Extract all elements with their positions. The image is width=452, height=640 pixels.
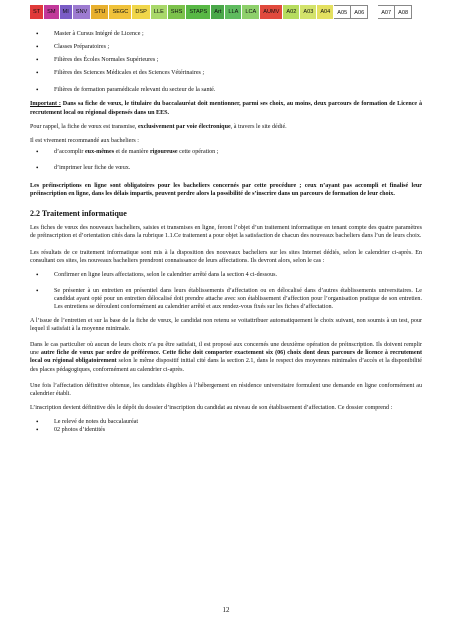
category-tab-a03[interactable]: A03	[300, 5, 317, 19]
paragraph: Les fiches de vœux des nouveaux bacheliers, saisies et transmises en ligne, feront l’objet d’un traitement informatique en tenant compte des quatre paramètres de préinscription et d’orientation cités dans la rubrique 1.1.Ce traitement a pour objet la satisfaction de chacun des nouveaux bacheliers dans l’un de leurs choix.	[30, 225, 422, 240]
list-item: • Master à Cursus Intégré de Licence ;	[30, 30, 422, 38]
section-title: 2.2 Traitement informatique	[30, 209, 127, 219]
category-tab-aumv[interactable]: AUMV	[260, 5, 283, 19]
important-text: Dans sa fiche de vœux, le titulaire du baccalauréat doit mentionner, parmi ses choix, au moins, deux parcours de formation de Licence à recrutement local ou régional dispensés dans un EES.	[30, 101, 422, 116]
document-page	[30, 30, 422, 440]
category-tab-a04[interactable]: A04	[317, 5, 334, 19]
category-tab-a08[interactable]: A08	[395, 5, 412, 19]
category-tab-bar	[30, 5, 412, 19]
paragraph: Dans le cas particulier où aucun de leurs choix n’a pu être satisfait, il est proposé aux concernés une deuxième opération de préinscription. Ils doivent remplir une autre fiche de vœux par ordre de préférence. Cette fiche doit comporter exactement six (06) choix dont deux parcours de licence à recrutement local ou régional obligatoirement selon le même dispositif initial cité dans la section 2.1, dans le respect des moyennes minimales d’accès et la disponibilité des places pédagogiques, conformément au calendrier ci-après.	[30, 342, 422, 373]
category-tab-a02[interactable]: A02	[283, 5, 300, 19]
rappel-text: Pour rappel, la fiche de vœux est transmise,	[30, 123, 138, 130]
paragraph: Une fois l’affectation définitive obtenue, les candidats éligibles à l’hébergement en résidence universitaire formulent une demande en ligne conformément au calendrier établi.	[30, 382, 422, 397]
list-item: • Classes Préparatoires ;	[30, 43, 422, 51]
list-item: • d’imprimer leur fiche de vœux.	[30, 164, 422, 172]
category-tab-sm[interactable]: SM	[44, 5, 59, 19]
category-tab-snv[interactable]: SNV	[73, 5, 92, 19]
category-tab-art[interactable]: Art	[211, 5, 225, 19]
category-tab-a06[interactable]: A06	[351, 5, 368, 19]
list-item: • Filières des Écoles Normales Supérieures ;	[30, 56, 422, 64]
actions-list	[30, 271, 422, 311]
category-tab-lla[interactable]: LLA	[225, 5, 242, 19]
paragraph: L’inscription devient définitive dès le dépôt du dossier d’inscription du candidat au niveau de son établissement d’affectation. Ce dossier comprend :	[30, 404, 393, 411]
formation-list	[30, 30, 422, 94]
category-tab-mi[interactable]: MI	[60, 5, 73, 19]
list-item: • Le relevé de notes du baccalauréat	[30, 418, 422, 426]
list-item: • d’accomplir eux-mêmes et de manière rigoureuse cette opération ;	[30, 148, 422, 156]
category-tab-lle[interactable]: LLE	[151, 5, 168, 19]
paragraph: Les résultats de ce traitement informatique sont mis à la disposition des nouveaux bacheliers sur les sites Internet dédiés, selon le calendrier ci-après. En consultant ces sites, les nouveaux bacheliers prendront connaissance de leurs affectations. Ils devront alors, selon le cas :	[30, 249, 422, 264]
recommande-paragraph: Il est vivement recommandé aux bacheliers :	[30, 137, 139, 144]
list-item: • Filières des Sciences Médicales et des Sciences Vétérinaires ;	[30, 69, 422, 77]
important-paragraph	[30, 100, 422, 116]
rappel-bold: exclusivement par voie électronique	[137, 123, 231, 130]
paragraph: A l’issue de l’entretien et sur la base de la fiche de vœux, le candidat non retenu se voitattribuer automatiquement le choix suivant, non soumis à un test, pour lequel il satisfait à la moyenne minimale.	[30, 318, 422, 333]
category-tab-staps[interactable]: STAPS	[186, 5, 211, 19]
list-item: • Confirmer en ligne leurs affectations, selon le calendrier arrêté dans la section 4 ci-dessous.	[30, 271, 422, 279]
preinscriptions-paragraph: Les préinscriptions en ligne sont obligatoires pour les bacheliers concernés par cette procédure ; ceux n’ayant pas accompli et finalisé leur préinscription en ligne, dans les délais impartis, peuvent perdre alors la possibilité de s’inscrire dans un parcours de formation de leur choix.	[30, 183, 422, 198]
category-tab-a05[interactable]: A05	[334, 5, 351, 19]
rappel-end: , à travers le site dédié.	[230, 123, 287, 130]
category-tab-dsp[interactable]: DSP	[132, 5, 151, 19]
recommendation-list	[30, 148, 422, 172]
category-tab-shs[interactable]: SHS	[168, 5, 187, 19]
list-item: • Se présenter à un entretien en présentiel dans leurs établissements d’affectation ou en délocalisé dans d’autres établissements universitaires. Le candidat ayant opté pour un entretien délocalisé doit prendre attache avec son établissement d’affection pour l’organisation pratique de son entretien. Les entretiens se déroulent conformément au calendrier arrêté et aux rendez-vous fixés sur les fiches d’affectation.	[30, 287, 422, 311]
category-tab-a07[interactable]: A07	[378, 5, 395, 19]
category-tab-stu[interactable]: STU	[91, 5, 109, 19]
list-item: • Filières de formation paramédicale relevant du secteur de la santé.	[30, 86, 422, 94]
category-tab-segc[interactable]: SEGC	[109, 5, 132, 19]
dossier-list	[30, 418, 422, 434]
list-item: • 02 photos d’identités	[30, 426, 422, 434]
page-number: 12	[222, 606, 230, 614]
rappel-paragraph	[30, 123, 422, 131]
category-tab-lca[interactable]: LCA	[242, 5, 260, 19]
important-label: Important :	[30, 101, 61, 108]
category-tab-st[interactable]: ST	[30, 5, 44, 19]
